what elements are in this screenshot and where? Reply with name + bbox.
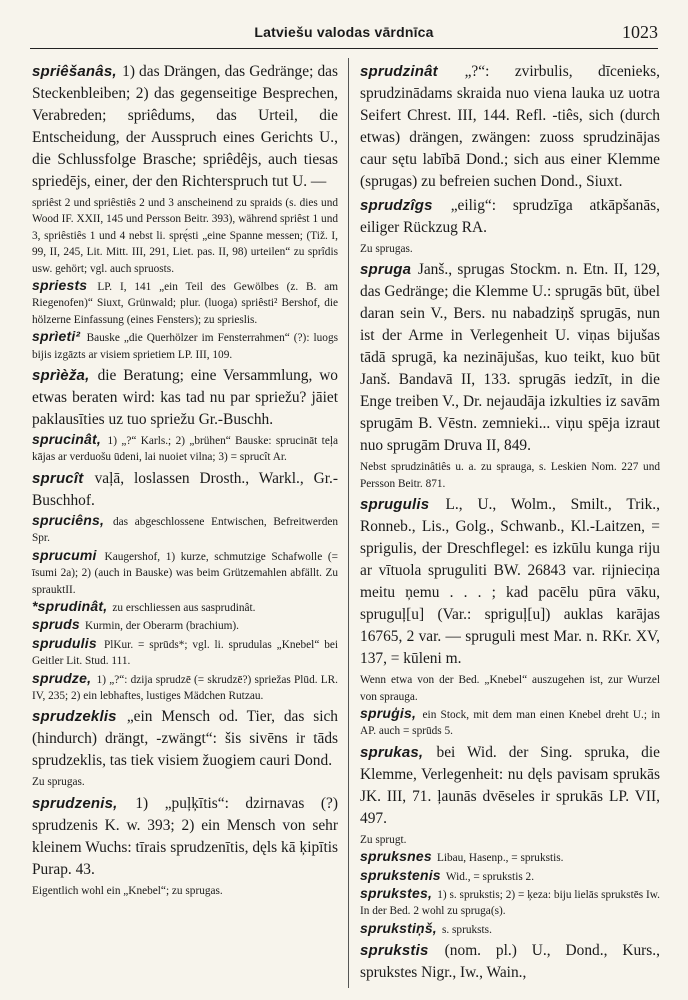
dictionary-entry	[32, 548, 338, 597]
dictionary-entry	[360, 671, 660, 704]
dictionary-entry	[360, 493, 660, 669]
dictionary-entry	[32, 432, 338, 465]
entry-headword: sprukas,	[360, 743, 424, 761]
entry-definition: Eigentlich wohl ein „Knebel“; zu sprugas.	[32, 884, 223, 897]
entry-definition: „eilig“: sprudzīga atkāpšanās, eiliger Rückzug RA.	[360, 197, 660, 236]
entry-definition: (nom. pl.) U., Dond., Kurs., sprukstes Nigr., Iw., Wain.,	[360, 942, 660, 982]
entry-headword: sprìèža,	[32, 367, 90, 385]
entry-headword: sprudzenis,	[32, 794, 118, 812]
entry-definition: LP. I, 141 „ein Teil des Gewölbes (z. B. am Riegenofen)“ Siuxt, Grünwald; plur. (luoga) spriêsti² Bershof, die hölzerne Einfassung (eines Fensters); zu sprieslis.	[32, 281, 338, 326]
entry-definition: 1) das Drängen, das Gedränge; das Steckenbleiben; 2) das gegenseitige Besprechen, Verabreden; spriêdums, das Urteil, die Entscheidung, der Ausspruch eines Gerichts U., die Schlussfolge Brasche; spriêdêjs, auch tiesas spriedējs, einer, der den Richterspruch tut U. —	[32, 63, 338, 190]
entry-headword: sprudulis	[32, 634, 97, 651]
entry-definition: PlKur. = sprūds*; vgl. li. sprudulas „Knebel“ bei Geitler Lit. Stud. 111.	[32, 638, 338, 668]
entry-headword: *sprudinât,	[32, 597, 108, 614]
entry-headword: spruga	[360, 261, 412, 279]
entry-headword: sprudze,	[32, 669, 92, 686]
dictionary-entry	[32, 364, 338, 430]
entry-definition: bei Wid. der Sing. spruka, die Klemme, Verlegenheit: nu dęls pavisam sprukās JK. III, 71. ļaunās dvēseles ir sprukās LP. VII, 497.	[360, 743, 660, 827]
dictionary-entry	[360, 458, 660, 491]
dictionary-entry	[360, 240, 660, 256]
dictionary-entry	[360, 939, 660, 983]
entry-headword: sprukstis	[360, 942, 429, 960]
entry-definition: s. spruksts.	[441, 923, 492, 936]
dictionary-entry	[360, 706, 660, 739]
entry-definition: Wenn etwa von der Bed. „Knebel“ auszugehen ist, zur Wurzel von sprauga.	[360, 674, 660, 703]
column-divider	[348, 58, 349, 988]
dictionary-entry	[32, 278, 338, 327]
dictionary-entry	[32, 882, 338, 898]
entry-definition: Zu sprugt.	[360, 833, 407, 846]
entry-headword: sprukstes,	[360, 885, 433, 902]
dictionary-entry	[360, 868, 660, 884]
entry-definition: „ein Mensch od. Tier, das sich (hindurch) drängt, -zwängt“: šis sivēns ir tāds sprudzeklis, tas tiek visiem žuogiem cauri Dond.	[32, 708, 338, 770]
dictionary-entry	[32, 671, 338, 704]
right-column	[360, 60, 660, 985]
dictionary-entry	[32, 467, 338, 511]
dictionary-entry	[360, 849, 660, 865]
entry-definition: Nebst sprudzinâtiês u. a. zu sprauga, s. Leskien Nom. 227 und Persson Beitr. 871.	[360, 461, 660, 490]
entry-definition: Wid., = sprukstis 2.	[445, 870, 535, 883]
entry-definition: 1) „puļķītis“: dzirnavas (?) sprudzenis K. w. 393; 2) ein Mensch von sehr kleinem Wuchs: tīrais sprudzenītis, dęls kā ķipītis Purap. 43.	[32, 794, 338, 878]
entry-headword: sprukstiņš,	[360, 919, 437, 936]
entry-definition: Kaugershof, 1) kurze, schmutzige Schafwolle (= īsumi 2a); 2) (auch in Bauske) was beim Grützemahlen abfällt. Zu sprauktII.	[32, 550, 338, 596]
dictionary-entry	[32, 599, 338, 615]
entry-headword: sprucît	[32, 469, 84, 487]
entry-definition: „?“: zvirbulis, dīcenieks, sprudzinādams skraida nuo viena lauka uz uotra Seifert Chrest. III, 144. Refl. -tiês, sich (durch etwas) drängen, zwängen: zuoss sprudzinājas caur sętu labībā Dond.; sich aus einer Klemme (sprugas) zu befreien suchen Dond., Siuxt.	[360, 63, 660, 190]
dictionary-entry	[360, 60, 660, 192]
dictionary-entry	[32, 513, 338, 546]
entry-definition: zu erschliessen aus sasprudinât.	[112, 601, 256, 614]
entry-definition: 1) „?“: dzija sprudzē (= skrudzē?) spriežas Plūd. LR. IV, 235; 2) ein lebhaftes, lustiges Mädchen Rutzau.	[32, 673, 338, 702]
entry-definition: das abgeschlossene Entwischen, Befreitwerden Spr.	[32, 515, 338, 545]
entry-headword: spruksnes	[360, 848, 432, 865]
entry-headword: spruģis,	[360, 705, 417, 722]
entry-headword: sprugulis	[360, 496, 430, 514]
entry-headword: sprucumi	[32, 546, 97, 563]
dictionary-entry	[360, 886, 660, 919]
entry-definition: 1) s. sprukstis; 2) = ķeza: biju lielās sprukstēs Iw. In der Bed. 2 wohl zu spruga(s).	[360, 889, 660, 918]
entry-definition: spriêst 2 und spriêstiês 2 und 3 anscheinend zu spraids (s. dies und Wood IF. XXII, 145 und Persson Beitr. 393), während spriêst 1 und 3, spriêstiês 1 und 4 nebst li. sprę́sti „eine Spanne messen; (Tiž. I, 99, II, 245, Lit. Mitt. III, 291, Liet. pas. II, 98) urteilen“ zu sprîdis usw. gehört; vgl. auch spruosts.	[32, 197, 338, 275]
dictionary-entry	[360, 921, 660, 937]
dictionary-entry	[32, 329, 338, 362]
dictionary-entry	[360, 741, 660, 829]
entry-headword: sprucinât,	[32, 431, 101, 448]
dictionary-entry	[32, 617, 338, 633]
entry-definition: L., U., Wolm., Smilt., Trik., Ronneb., Lis., Golg., Schwanb., Kl.-Laitzen, = sprigulis, der Dreschflegel: es izkūlu kunga riju ar vītuola spruguliti BW. 26843 var. rijnieciņa meitu ņemu . . . ; kad pacēlu pūra vāku, spruguļ[u] (Var.: spriguļ[u]) auklas karājas 16765, 2 var. — spruguli mest Mar. n. RKr. XV, 137, = kūleni m.	[360, 496, 660, 668]
running-title: Latviešu valodas vārdnīca	[254, 24, 434, 40]
entry-headword: sprudzinât	[360, 63, 438, 80]
entry-definition: Bauske „die Querhölzer im Fensterrahmen“ (?): luogs bijis izgāzts ar visiem sprietiem LP. III, 109.	[32, 332, 338, 361]
entry-headword: spriêšanâs,	[32, 63, 117, 80]
dictionary-entry	[32, 773, 338, 789]
entry-definition: die Beratung; eine Versammlung, wo etwas beraten wird: kas tad nu par spriežu? jāiet paklausīties uz tuo spriežu Gr.-Buschh.	[32, 367, 339, 429]
entry-definition: ein Stock, mit dem man einen Knebel dreht U.; in AP. auch = sprūds 5.	[360, 709, 660, 738]
page-number: 1023	[622, 22, 658, 42]
page-header	[30, 22, 658, 49]
entry-definition: Zu sprugas.	[360, 243, 413, 255]
dictionary-entry	[360, 194, 660, 238]
entry-definition: Libau, Hasenp., = sprukstis.	[436, 852, 564, 865]
entry-headword: spruciêns,	[32, 511, 105, 528]
entry-definition: Janš., sprugas Stockm. n. Etn. II, 129, das Gedränge; die Klemme U.: sprugās būt, übel daran sein V., Bers. nu nabadziņš sprugās, nun ist der Arme in Verlegenheit U. viņas bijušas tādā sprugā, ka nezinājušas, kuo teikt, kuo būt Janš. Bandavā II, 133. sprugās iedzīt, in die Enge treiben V., Dr. nejaudāja izkulties iz savām sprugām B. Vēstn. zemnieki... viņu spēja izraut nuo sprugām Druva II, 849.	[360, 261, 660, 455]
dictionary-entry	[32, 705, 338, 771]
entry-headword: sprudzîgs	[360, 197, 433, 214]
entry-headword: spriests	[32, 277, 88, 294]
left-column	[32, 60, 338, 900]
dictionary-entry	[32, 60, 338, 192]
entry-headword: sprìeti²	[32, 328, 81, 345]
dictionary-entry	[360, 831, 660, 847]
dictionary-entry	[32, 792, 338, 880]
dictionary-entry	[32, 636, 338, 669]
entry-headword: sprukstenis	[360, 866, 441, 883]
dictionary-entry	[32, 194, 338, 276]
dictionary-entry	[360, 258, 660, 456]
entry-headword: spruds	[32, 616, 80, 633]
entry-definition: vaļā, loslassen Drosth., Warkl., Gr.-Buschhof.	[32, 469, 338, 509]
entry-definition: 1) „?“ Karls.; 2) „brühen“ Bauske: sprucināt teļa kājas ar verduošu ūdeni, lai nuoiet vilna; 3) = sprucît Ar.	[32, 435, 338, 464]
entry-definition: Kurmin, der Oberarm (brachium).	[84, 620, 240, 633]
entry-definition: Zu sprugas.	[32, 776, 85, 789]
entry-headword: sprudzeklis	[32, 708, 117, 726]
